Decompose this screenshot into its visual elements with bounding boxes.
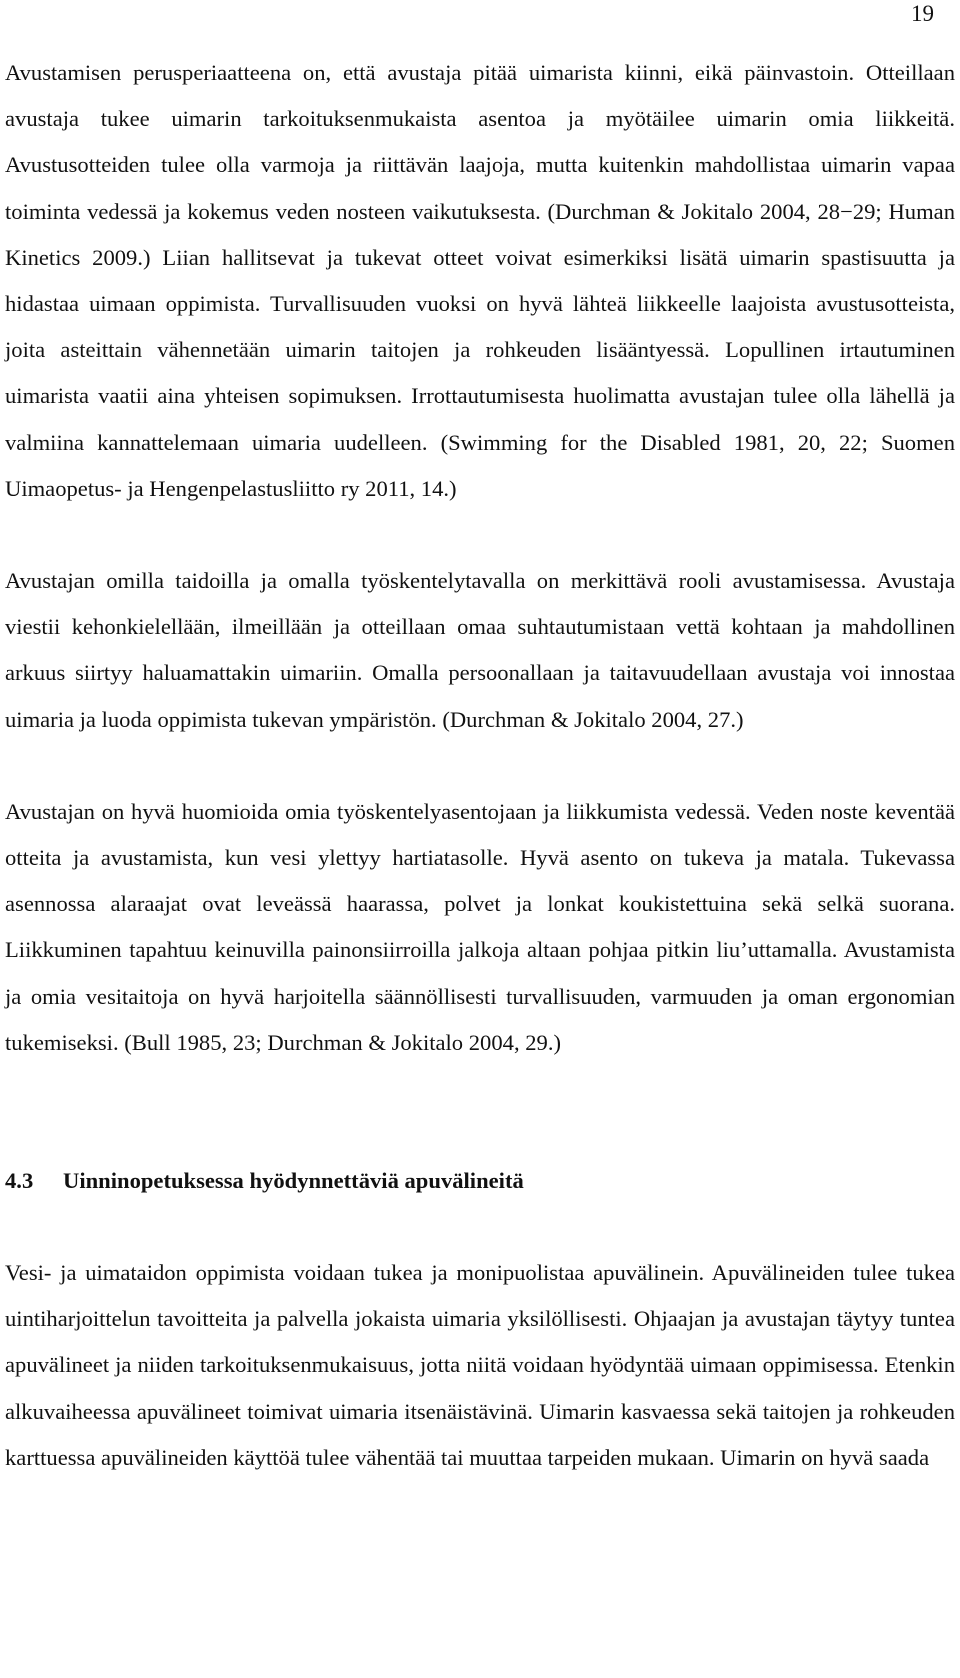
section-number: 4.3 — [5, 1168, 34, 1194]
paragraph-working-postures: Avustajan on hyvä huomioida omia työskentelyasentojaan ja liikkumista vedessä. Veden noste keventää otteita ja avustamista, kun vesi ylettyy hartiatasolle. Hyvä asento on tukeva ja matala. Tukevassa asennossa alaraajat ovat leveässä haarassa, polvet ja lonkat koukistettuina sekä selkä suorana. Liikkuminen tapahtuu keinuvilla painonsiirroilla jalkoja altaan pohjaa pitkin liu’uttamalla. Avustamista ja omia vesitaitoja on hyvä harjoitella säännöllisesti turvallisuuden, varmuuden ja oman ergonomian tukemiseksi. (Bull 1985, 23; Durchman & Jokitalo 2004, 29.) — [5, 798, 955, 1055]
paragraph-assistant-skills: Avustajan omilla taidoilla ja omalla työskentelytavalla on merkittävä rooli avustamisessa. Avustaja viestii kehonkielellään, ilmeillään ja otteillaan omaa suhtautumistaan vettä kohtaan ja mahdollinen arkuus siirtyy haluamattakin uimariin. Omalla persoonallaan ja taitavuudellaan avustaja voi innostaa uimaria ja luoda oppimista tukevan ympäristön. (Durchman & Jokitalo 2004, 27.) — [5, 568, 955, 732]
document-body — [5, 50, 955, 1481]
page-number: 19 — [911, 1, 934, 26]
paragraph-assistance-principles: Avustamisen perusperiaatteena on, että avustaja pitää uimarista kiinni, eikä päinvastoin. Otteillaan avustaja tukee uimarin tarkoituksenmukaista asentoa ja myötäilee uimarin omia liikkeitä. Avustusotteiden tulee olla varmoja ja riittävän laajoja, mutta kuitenkin mahdollistaa uimarin vapaa toiminta vedessä ja kokemus veden nosteen vaikutuksesta. (Durchman & Jokitalo 2004, 28−29; Human Kinetics 2009.) Liian hallitsevat ja tukevat otteet voivat esimerkiksi lisätä uimarin spastisuutta ja hidastaa uimaan oppimista. Turvallisuuden vuoksi on hyvä lähteä liikkeelle laajoista avustusotteista, joita asteittain vähennetään uimarin taitojen ja rohkeuden lisääntyessä. Lopullinen irtautuminen uimarista vaatii aina yhteisen sopimuksen. Irrottautumisesta huolimatta avustajan tulee olla lähellä ja valmiina kannattelemaan uimaria uudelleen. (Swimming for the Disabled 1981, 20, 22; Suomen Uimaopetus- ja Hengenpelastusliitto ry 2011, 14.) — [5, 60, 955, 501]
section-heading — [5, 1158, 955, 1204]
section-title: Uinninopetuksessa hyödynnettäviä apuvälineitä — [63, 1168, 524, 1194]
paragraph-swimming-aids: Vesi- ja uimataidon oppimista voidaan tukea ja monipuolistaa apuvälinein. Apuvälineiden tulee tukea uintiharjoittelun tavoitteita ja palvella jokaista uimaria yksilöllisesti. Ohjaajan ja avustajan täytyy tuntea apuvälineet ja niiden tarkoituksenmukaisuus, jotta niitä voidaan hyödyntää uimaan oppimisessa. Etenkin alkuvaiheessa apuvälineet toimivat uimaria itsenäistävinä. Uimarin kasvaessa sekä taitojen ja rohkeuden karttuessa apuvälineiden käyttöä tulee vähentää tai muuttaa tarpeiden mukaan. Uimarin on hyvä saada — [5, 1260, 955, 1470]
